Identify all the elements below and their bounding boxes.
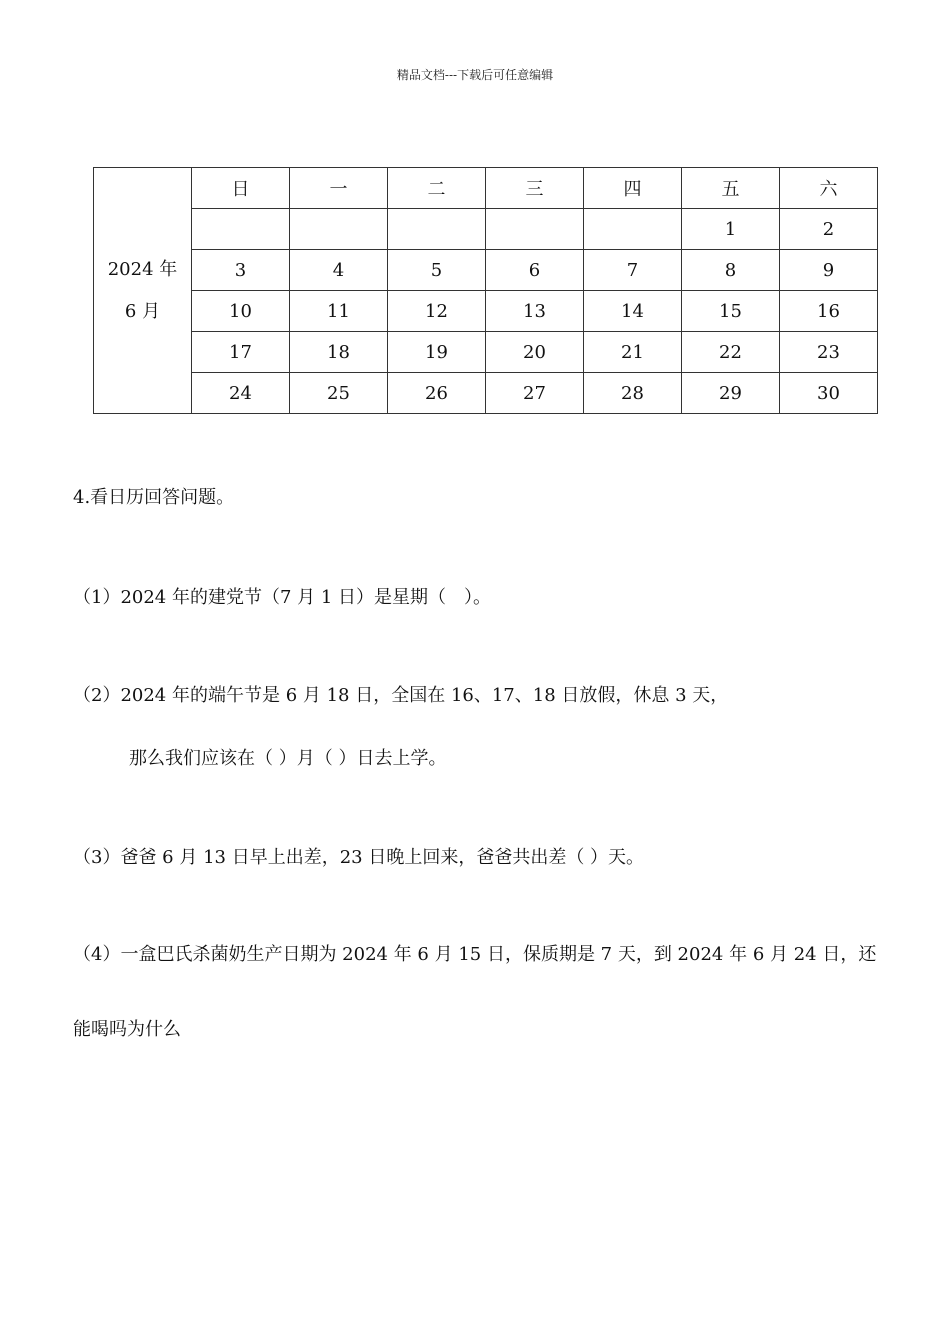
calendar-day: 22 (682, 332, 780, 373)
question-3: （3）爸爸 6 月 13 日早上出差，23 日晚上回来，爸爸共出差（ ）天。 (73, 847, 645, 868)
calendar-week-row (94, 332, 878, 373)
calendar-week-row (94, 373, 878, 414)
calendar-day (388, 209, 486, 250)
calendar-day (584, 209, 682, 250)
question-4-line-2: 能喝吗为什么 (73, 1019, 181, 1040)
calendar-day: 21 (584, 332, 682, 373)
weekday-wed: 三 (486, 168, 584, 209)
weekday-sun: 日 (192, 168, 290, 209)
calendar-week-row (94, 209, 878, 250)
calendar-day: 17 (192, 332, 290, 373)
calendar-day: 12 (388, 291, 486, 332)
calendar-day: 9 (780, 250, 878, 291)
calendar-day (290, 209, 388, 250)
calendar-day: 26 (388, 373, 486, 414)
calendar-day (192, 209, 290, 250)
calendar-day: 10 (192, 291, 290, 332)
calendar-day: 23 (780, 332, 878, 373)
question-title: 4.看日历回答问题。 (73, 487, 235, 508)
month-label-year: 2024 年 (107, 258, 178, 280)
header-note: 精品文档---下载后可任意编辑 (396, 68, 554, 82)
calendar-day: 1 (682, 209, 780, 250)
weekday-mon: 一 (290, 168, 388, 209)
calendar-day: 6 (486, 250, 584, 291)
calendar-header-row (94, 168, 878, 209)
calendar-day: 24 (192, 373, 290, 414)
calendar-week-row (94, 250, 878, 291)
calendar-week-row (94, 291, 878, 332)
question-2-line-1: （2）2024 年的端午节是 6 月 18 日，全国在 16、17、18 日放假，休息 3 天， (73, 685, 729, 706)
calendar-day: 27 (486, 373, 584, 414)
calendar-day: 16 (780, 291, 878, 332)
calendar-day: 14 (584, 291, 682, 332)
calendar-day: 15 (682, 291, 780, 332)
calendar-day: 20 (486, 332, 584, 373)
calendar-day: 25 (290, 373, 388, 414)
month-label-cell (94, 168, 192, 414)
question-1: （1）2024 年的建党节（7 月 1 日）是星期（ ）。 (73, 587, 492, 608)
question-2-line-2: 那么我们应该在（ ）月（ ）日去上学。 (129, 748, 447, 769)
calendar-day: 8 (682, 250, 780, 291)
calendar-day: 11 (290, 291, 388, 332)
calendar-day: 28 (584, 373, 682, 414)
calendar-day: 7 (584, 250, 682, 291)
calendar-day: 2 (780, 209, 878, 250)
calendar-day: 3 (192, 250, 290, 291)
month-label-month: 6 月 (124, 300, 161, 322)
calendar-day (486, 209, 584, 250)
calendar-day: 29 (682, 373, 780, 414)
calendar-day: 13 (486, 291, 584, 332)
weekday-tue: 二 (388, 168, 486, 209)
weekday-fri: 五 (682, 168, 780, 209)
calendar-day: 4 (290, 250, 388, 291)
calendar-day: 19 (388, 332, 486, 373)
calendar-day: 30 (780, 373, 878, 414)
calendar-day: 5 (388, 250, 486, 291)
question-4-line-1: （4）一盒巴氏杀菌奶生产日期为 2024 年 6 月 15 日，保质期是 7 天，到 2024 年 6 月 24 日，还 (73, 944, 877, 965)
weekday-thu: 四 (584, 168, 682, 209)
calendar-table (93, 167, 878, 414)
calendar-day: 18 (290, 332, 388, 373)
weekday-sat: 六 (780, 168, 878, 209)
